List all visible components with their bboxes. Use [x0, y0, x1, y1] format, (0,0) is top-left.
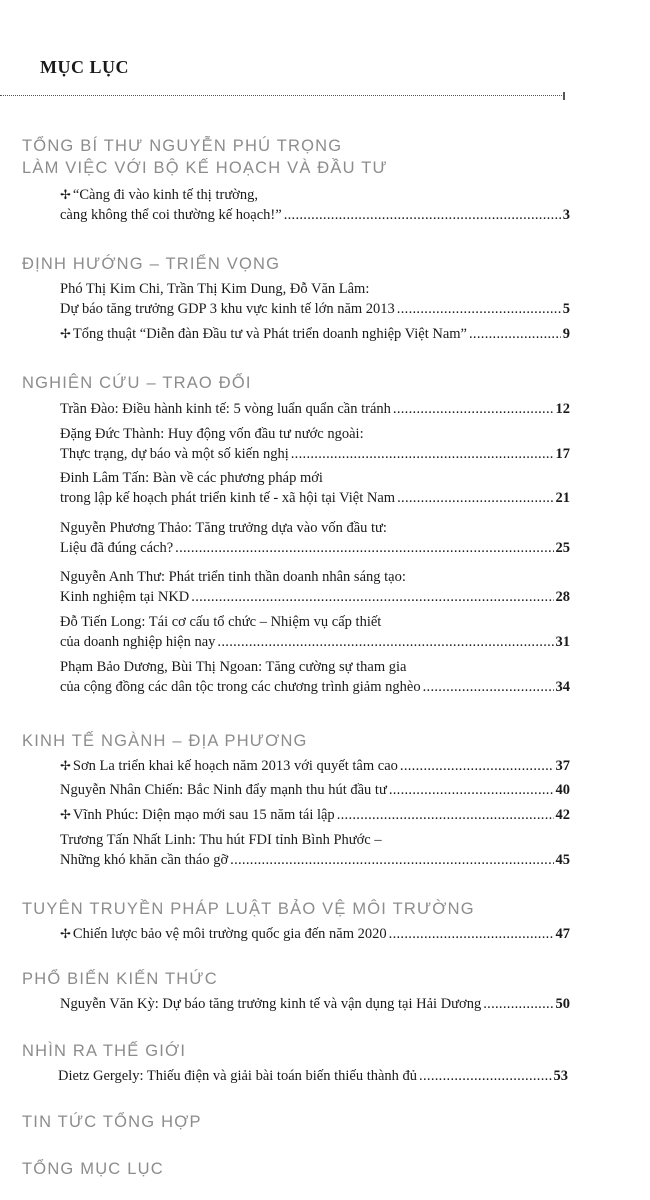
- toc-entry-line: [60, 488, 570, 508]
- toc-entry-text: trong lập kế hoạch phát triển kinh tế - xã hội tại Việt Nam: [60, 490, 396, 506]
- section-heading: KINH TẾ NGÀNH – ĐỊA PHƯƠNG: [22, 732, 308, 750]
- toc-entry-text: Đặng Đức Thành: Huy động vốn đầu tư nước ngoài:: [60, 426, 364, 442]
- toc-entry-line: [60, 538, 570, 558]
- section-heading: NGHIÊN CỨU – TRAO ĐỔI: [22, 374, 252, 392]
- star-bullet-icon: ✢: [60, 187, 71, 202]
- toc-entry-line: [60, 567, 570, 587]
- page-number: 47: [555, 926, 570, 942]
- toc-entry-text: ✢ Vĩnh Phúc: Diện mạo mới sau 15 năm tái lập: [60, 807, 335, 823]
- dot-leader: [469, 324, 561, 344]
- page-number: 5: [562, 301, 570, 317]
- toc-entry-text: Kinh nghiệm tại NKD: [60, 589, 190, 605]
- toc-entry-line: [60, 299, 570, 319]
- dot-leader: [400, 756, 554, 776]
- toc-entry-text: Đinh Lâm Tấn: Bàn về các phương pháp mới: [60, 470, 323, 486]
- toc-entry-line: [60, 205, 570, 225]
- page-number: 37: [555, 758, 570, 774]
- dot-leader: [284, 205, 561, 225]
- toc-entry-line: [60, 850, 570, 870]
- toc-entry-text: Nguyễn Văn Kỳ: Dự báo tăng trưởng kinh tế và vận dụng tại Hải Dương: [60, 996, 482, 1012]
- page-number: 50: [555, 996, 570, 1012]
- star-bullet-icon: ✢: [60, 807, 71, 822]
- section-heading: TIN TỨC TỔNG HỢP: [22, 1113, 202, 1131]
- section-heading: TỔNG MỤC LỤC: [22, 1160, 164, 1178]
- section-heading: TỔNG BÍ THƯ NGUYỄN PHÚ TRỌNG: [22, 137, 343, 155]
- page-number: 53: [553, 1068, 568, 1084]
- page-number: 17: [555, 446, 570, 462]
- dot-leader: [419, 1066, 551, 1086]
- page-number: 12: [555, 401, 570, 417]
- toc-entry-text: của cộng đồng các dân tộc trong các chương trình giảm nghèo: [60, 679, 421, 695]
- toc-entry-text: Những khó khăn cần tháo gỡ: [60, 852, 229, 868]
- toc-entry-text: Nguyễn Phương Thảo: Tăng trưởng dựa vào vốn đầu tư:: [60, 520, 387, 536]
- toc-entry-line: [60, 657, 570, 677]
- dot-leader: [217, 632, 553, 652]
- dot-leader: [389, 780, 554, 800]
- toc-entry-line: [60, 324, 570, 344]
- dot-leader: [483, 994, 553, 1014]
- toc-entry-text: Trương Tấn Nhất Linh: Thu hút FDI tỉnh Bình Phước –: [60, 832, 382, 848]
- toc-entry-line: [60, 994, 570, 1014]
- star-bullet-icon: ✢: [60, 758, 71, 773]
- dot-leader: [291, 444, 554, 464]
- page-number: 34: [555, 679, 570, 695]
- dot-leader: [397, 299, 561, 319]
- toc-entry-line: [60, 185, 570, 205]
- toc-entry-line: [60, 468, 570, 488]
- dot-leader: [175, 538, 553, 558]
- page-number: 40: [555, 782, 570, 798]
- toc-entry-line: [60, 830, 570, 850]
- section-heading: PHỔ BIẾN KIẾN THỨC: [22, 970, 218, 988]
- dot-leader: [389, 924, 554, 944]
- dot-leader: [397, 488, 553, 508]
- star-bullet-icon: ✢: [60, 926, 71, 941]
- page-number: 31: [555, 634, 570, 650]
- toc-entry-text: Trần Đào: Điều hành kinh tế: 5 vòng luẩn quẩn cần tránh: [60, 401, 391, 417]
- page-number: 25: [555, 540, 570, 556]
- toc-entry-line: [60, 279, 570, 299]
- toc-entry-line: [60, 632, 570, 652]
- section-heading: ĐỊNH HƯỚNG – TRIỂN VỌNG: [22, 255, 281, 273]
- page-number: 45: [555, 852, 570, 868]
- page-number: 28: [555, 589, 570, 605]
- toc-entry-line: [58, 1066, 568, 1086]
- toc-entry-text: ✢ Sơn La triển khai kế hoạch năm 2013 với quyết tâm cao: [60, 758, 398, 774]
- divider-end-tick: [563, 92, 565, 100]
- page-number: 42: [555, 807, 570, 823]
- toc-entry-text: ✢ Chiến lược bảo vệ môi trường quốc gia đến năm 2020: [60, 926, 387, 942]
- dot-leader: [191, 587, 553, 607]
- section-heading: NHÌN RA THẾ GIỚI: [22, 1042, 187, 1060]
- page-number: 9: [562, 326, 570, 342]
- dot-leader: [337, 805, 554, 825]
- dot-leader: [423, 677, 554, 697]
- toc-entry-text: Đỗ Tiến Long: Tái cơ cấu tổ chức – Nhiệm vụ cấp thiết: [60, 614, 382, 630]
- toc-entry-line: [60, 612, 570, 632]
- page-number: 21: [555, 490, 570, 506]
- toc-entry-text: Nguyễn Anh Thư: Phát triển tinh thần doanh nhân sáng tạo:: [60, 569, 406, 585]
- section-heading: TUYÊN TRUYỀN PHÁP LUẬT BẢO VỆ MÔI TRƯỜNG: [22, 900, 475, 918]
- toc-entry-text: Nguyễn Nhân Chiến: Bắc Ninh đẩy mạnh thu hút đầu tư: [60, 782, 387, 798]
- toc-entry-line: [60, 756, 570, 776]
- dotted-divider: [0, 95, 562, 96]
- toc-entry-text: Dự báo tăng trưởng GDP 3 khu vực kinh tế lớn năm 2013: [60, 301, 395, 317]
- dot-leader: [230, 850, 553, 870]
- toc-entry-text: ✢ Tổng thuật “Diễn đàn Đầu tư và Phát triển doanh nghiệp Việt Nam”: [60, 326, 467, 342]
- page-number: 3: [562, 207, 570, 223]
- toc-entry-line: [60, 424, 570, 444]
- toc-entry-text: Phó Thị Kim Chi, Trần Thị Kim Dung, Đỗ Văn Lâm:: [60, 281, 370, 297]
- toc-entry-text: Dietz Gergely: Thiếu điện và giải bài toán biến thiếu thành đủ: [58, 1068, 418, 1084]
- toc-entry-line: [60, 677, 570, 697]
- toc-entry-text: Liệu đã đúng cách?: [60, 540, 174, 556]
- section-heading: LÀM VIỆC VỚI BỘ KẾ HOẠCH VÀ ĐẦU TƯ: [22, 159, 388, 177]
- toc-entry-text: Thực trạng, dự báo và một số kiến nghị: [60, 446, 289, 462]
- dot-leader: [393, 399, 554, 419]
- toc-entry-line: [60, 518, 570, 538]
- toc-entry-line: [60, 780, 570, 800]
- toc-entry-text: của doanh nghiệp hiện nay: [60, 634, 216, 650]
- toc-entry-line: [60, 805, 570, 825]
- toc-entry-text: càng không thể coi thường kế hoạch!”: [60, 207, 282, 223]
- toc-entry-line: [60, 587, 570, 607]
- toc-entry-line: [60, 924, 570, 944]
- toc-entry-line: [60, 399, 570, 419]
- star-bullet-icon: ✢: [60, 326, 71, 341]
- toc-entry-line: [60, 444, 570, 464]
- toc-entry-text: ✢ “Càng đi vào kinh tế thị trường,: [60, 187, 258, 203]
- toc-entry-text: Phạm Bảo Dương, Bùi Thị Ngoan: Tăng cường sự tham gia: [60, 659, 407, 675]
- page-title: MỤC LỤC: [40, 57, 129, 77]
